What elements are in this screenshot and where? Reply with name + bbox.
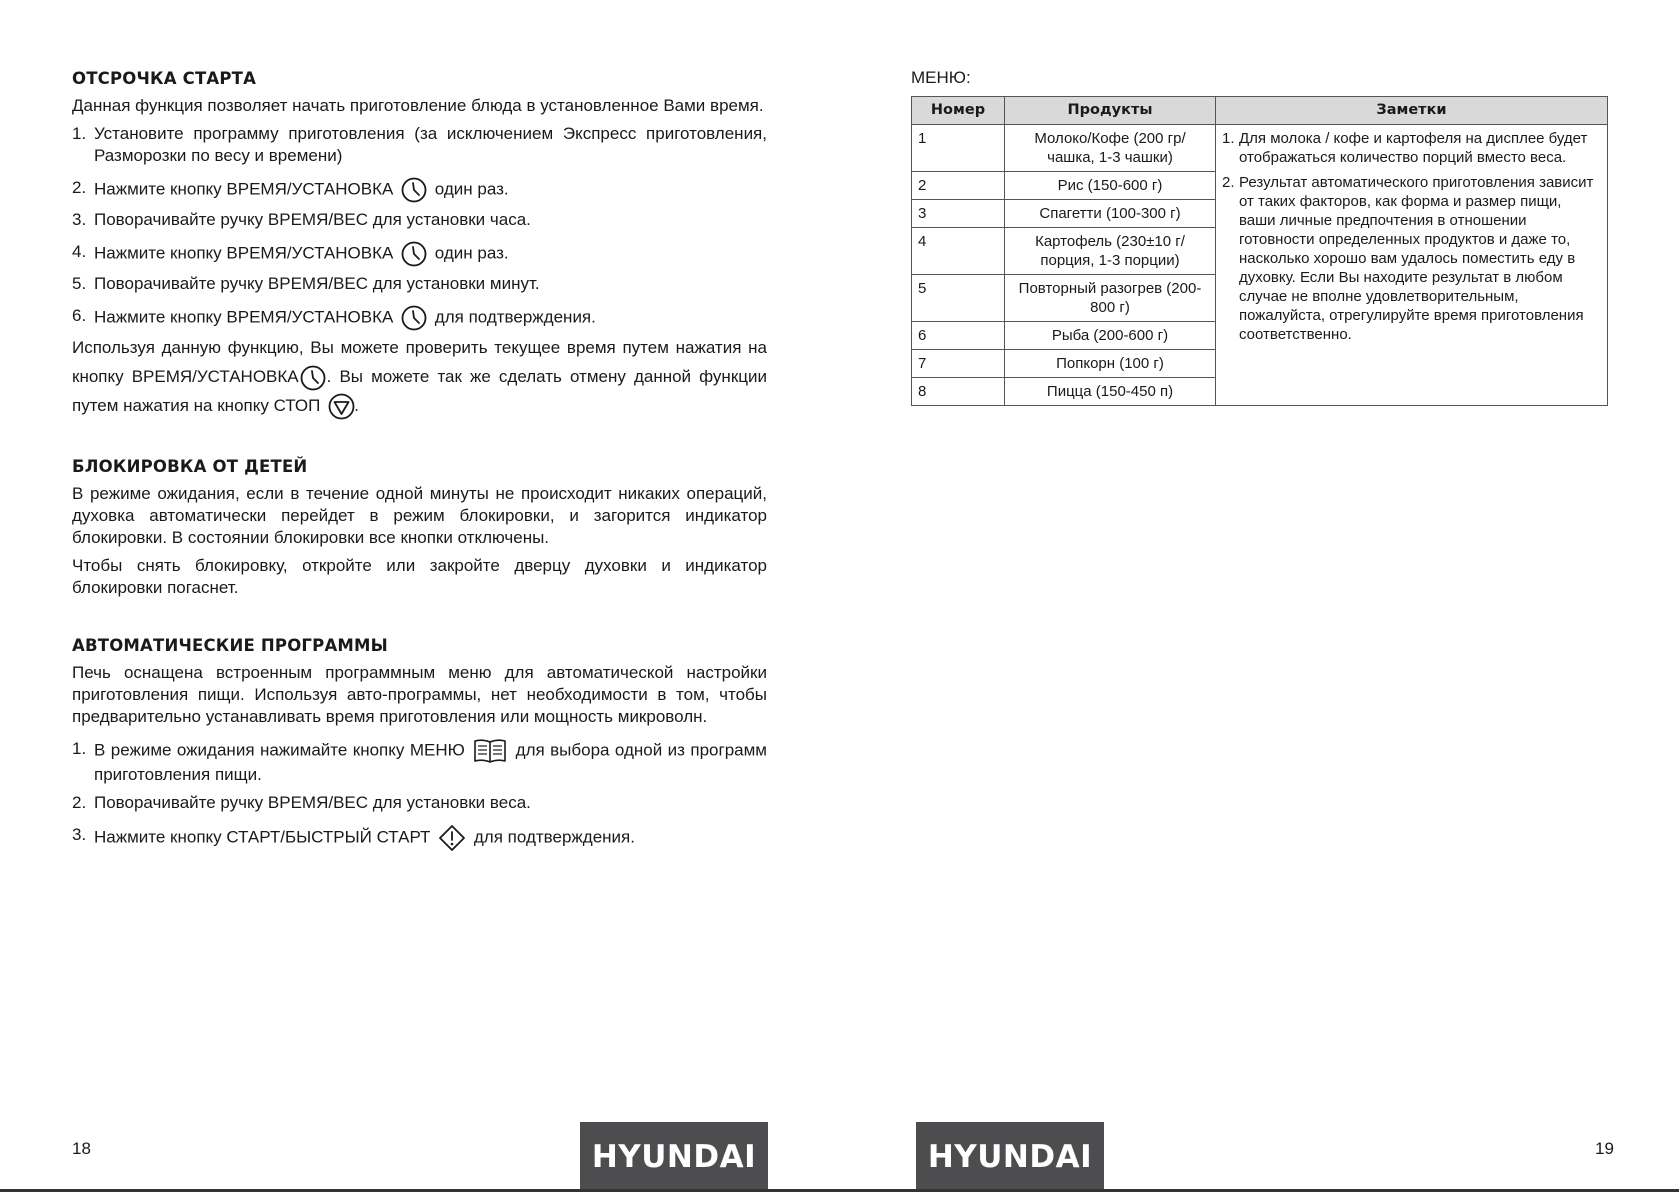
step-number: 3. — [72, 825, 87, 845]
list-item — [72, 738, 767, 786]
section-heading: БЛОКИРОВКА ОТ ДЕТЕЙ — [72, 457, 308, 477]
cell-number: 4 — [912, 228, 1005, 275]
left-column — [72, 68, 767, 858]
step-text: Поворачивайте ручку ВРЕМЯ/ВЕС для установки часа. — [94, 210, 531, 229]
list-item — [72, 123, 767, 167]
step-number: 4. — [72, 242, 87, 261]
cell-number: 3 — [912, 200, 1005, 228]
start-diamond-icon — [438, 824, 466, 852]
page-number: 18 — [72, 1139, 91, 1158]
step-text: Нажмите кнопку ВРЕМЯ/УСТАНОВКА — [94, 243, 394, 263]
step-number: 5. — [72, 274, 87, 293]
menu-book-icon — [473, 738, 507, 764]
cell-product: Спагетти (100-300 г) — [1005, 200, 1216, 228]
step-number: 6. — [72, 306, 87, 325]
cell-number: 1 — [912, 125, 1005, 172]
step-text: Установите программу приготовления (за исключением Экспресс приготовления, Разморозки по весу и времени) — [94, 124, 767, 165]
step-text-after: для подтверждения. — [434, 307, 596, 327]
clock-icon — [300, 365, 326, 391]
note-text-1: Используя данную функцию, Вы можете проверить текущее время путем нажатия на кнопку ВРЕМЯ/УСТАНОВКА — [72, 338, 767, 386]
step-text: Нажмите кнопку СТАРТ/БЫСТРЫЙ СТАРТ — [94, 827, 431, 847]
step-text-after: один раз. — [434, 243, 509, 263]
note-text: Результат автоматического приготовления зависит от таких факторов, как форма и размер пищи, ваши личные предпочтения в отношении готовности определенных продуктов и даже то, насколько хорошо вам удалось поместить еду в духовку. Если Вы находите результат в любом случае не вполне удовлетворительным, пожалуйста, отрегулируйте время приготовления соответственно. — [1239, 174, 1594, 343]
list-item — [72, 305, 767, 331]
cell-number: 5 — [912, 275, 1005, 322]
section-paragraph: В режиме ожидания, если в течение одной минуты не происходит никаких операций, духовка автоматически перейдет в режим блокировки, и загорится индикатор блокировки. В состоянии блокировки все кнопки отключены. — [72, 484, 767, 548]
step-text: Поворачивайте ручку ВРЕМЯ/ВЕС для установки минут. — [94, 274, 540, 293]
list-item — [72, 792, 767, 814]
header-products: Продукты — [1005, 97, 1216, 125]
step-number: 1. — [72, 124, 87, 143]
cell-number: 7 — [912, 350, 1005, 378]
section-note — [72, 333, 767, 420]
step-text: Нажмите кнопку ВРЕМЯ/УСТАНОВКА — [94, 307, 394, 327]
note-text-end: . — [354, 396, 359, 415]
section-intro: Данная функция позволяет начать приготовление блюда в установленное Вами время. — [72, 96, 764, 115]
table-row — [912, 125, 1608, 172]
step-number: 1. — [72, 739, 87, 759]
cell-number: 2 — [912, 172, 1005, 200]
step-number: 2. — [72, 178, 87, 197]
clock-icon — [401, 305, 427, 331]
cell-product: Попкорн (100 г) — [1005, 350, 1216, 378]
cell-product: Молоко/Кофе (200 гр/ чашка, 1-3 чашки) — [1005, 125, 1216, 172]
cell-notes — [1216, 125, 1608, 406]
steps-list — [72, 123, 767, 331]
section-intro: Печь оснащена встроенным программным меню для автоматической настройки приготовления пищи. Используя авто-программы, нет необходимости в том, чтобы предварительно устанавливать время приготовления или мощность микроволн. — [72, 663, 767, 727]
cell-product: Повторный разогрев (200-800 г) — [1005, 275, 1216, 322]
menu-table — [911, 96, 1608, 406]
list-item — [1222, 173, 1601, 344]
clock-icon — [401, 241, 427, 267]
section-paragraph: Чтобы снять блокировку, откройте или закройте дверцу духовки и индикатор блокировки погаснет. — [72, 556, 767, 598]
list-item — [1222, 129, 1601, 167]
header-notes: Заметки — [1216, 97, 1608, 125]
table-header-row — [912, 97, 1608, 125]
cell-number: 8 — [912, 378, 1005, 406]
step-text: Нажмите кнопку ВРЕМЯ/УСТАНОВКА — [94, 179, 394, 199]
section-heading: ОТСРОЧКА СТАРТА — [72, 69, 257, 88]
list-item — [72, 241, 767, 267]
cell-product: Картофель (230±10 г/ порция, 1-3 порции) — [1005, 228, 1216, 275]
step-number: 2. — [72, 793, 87, 813]
cell-product: Рис (150-600 г) — [1005, 172, 1216, 200]
section-delayed-start — [72, 68, 767, 420]
stop-icon — [328, 393, 355, 420]
step-text: В режиме ожидания нажимайте кнопку МЕНЮ — [94, 740, 465, 760]
step-text-after: для выбора одной из программ приготовления пищи. — [94, 740, 767, 785]
list-item — [72, 824, 767, 852]
left-page — [0, 0, 839, 1192]
cell-number: 6 — [912, 322, 1005, 350]
step-number: 3. — [72, 210, 87, 229]
section-heading: АВТОМАТИЧЕСКИЕ ПРОГРАММЫ — [72, 636, 388, 656]
list-item — [72, 177, 767, 203]
steps-list — [72, 738, 767, 852]
step-text-after: для подтверждения. — [473, 827, 635, 847]
right-page — [839, 0, 1679, 1192]
page-number: 19 — [1595, 1139, 1614, 1158]
cell-product: Пицца (150-450 п) — [1005, 378, 1216, 406]
header-number: Номер — [912, 97, 1005, 125]
step-text-after: один раз. — [434, 179, 509, 199]
menu-label: МЕНЮ: — [911, 68, 971, 87]
section-auto-programs — [72, 635, 767, 852]
list-item — [72, 273, 767, 295]
brand-logo: HYUNDAI — [580, 1122, 768, 1192]
cell-product: Рыба (200-600 г) — [1005, 322, 1216, 350]
clock-icon — [401, 177, 427, 203]
brand-logo: HYUNDAI — [916, 1122, 1104, 1192]
note-text-2: . Вы можете так же сделать отмену данной функции путем нажатия на кнопку СТОП — [72, 367, 767, 415]
note-text: Для молока / кофе и картофеля на дисплее будет отображаться количество порций вместо веса. — [1239, 130, 1588, 166]
right-column — [911, 68, 1611, 406]
note-number: 2. — [1222, 174, 1235, 191]
step-text: Поворачивайте ручку ВРЕМЯ/ВЕС для установки веса. — [94, 793, 531, 813]
section-child-lock — [72, 456, 767, 599]
note-number: 1. — [1222, 130, 1235, 147]
notes-list — [1222, 129, 1601, 344]
list-item — [72, 209, 767, 231]
